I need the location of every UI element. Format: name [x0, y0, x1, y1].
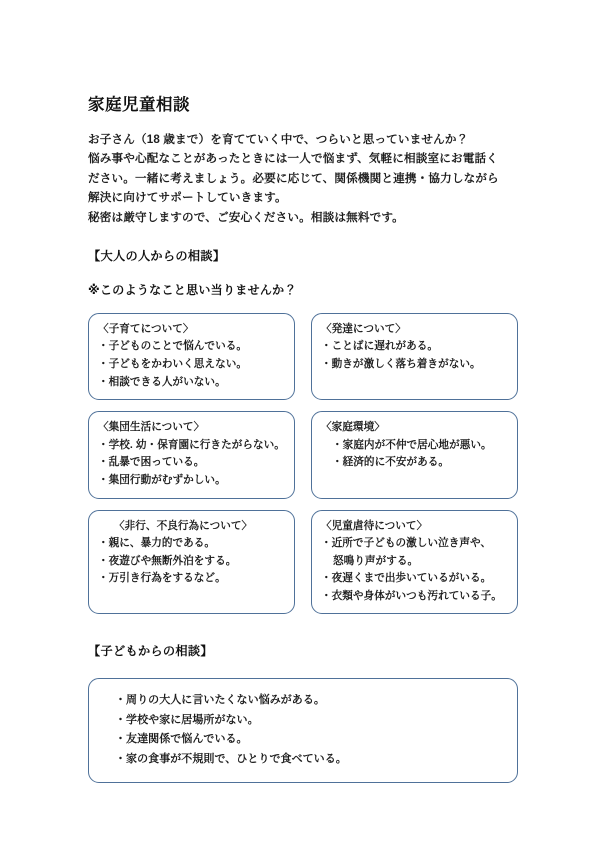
concern-box-row [88, 411, 518, 498]
concern-box-title: 〈発達について〉 [321, 322, 406, 335]
concern-box-item: ・経済的に不安がある。 [332, 456, 450, 469]
concern-box-item: ・子どものことで悩んでいる。 [98, 340, 248, 353]
concern-box-item: ・相談できる人がいない。 [98, 375, 226, 388]
concern-box-item: ・夜遅くまで出歩いているがいる。 [321, 572, 492, 585]
child-concern-item: ・学校や家に居場所がない。 [115, 713, 259, 726]
child-concern-box [88, 678, 518, 783]
concern-box-row [88, 313, 518, 400]
concern-box-childcare [88, 313, 295, 400]
intro-line: 解決に向けてサポートしていきます。 [88, 191, 287, 205]
concern-box-delinquency [88, 510, 295, 615]
child-concern-item: ・周りの大人に言いたくない悩みがある。 [115, 694, 325, 707]
concern-box-item: ・動きが激しく落ち着きがない。 [321, 357, 481, 370]
page-title: 家庭児童相談 [88, 96, 190, 114]
concern-box-home-environment [311, 411, 518, 498]
concern-box-title: 〈集団生活について〉 [98, 421, 205, 434]
concern-box-row [88, 510, 518, 615]
document-content [88, 96, 518, 783]
concern-box-grid [88, 313, 518, 615]
concern-box-item: ・親に、暴力的である。 [98, 537, 216, 550]
concern-box-title: 〈児童虐待について〉 [321, 519, 428, 532]
concern-box-item: ・ことばに遅れがある。 [321, 340, 439, 353]
concern-box-development [311, 313, 518, 400]
concern-box-item: ・家庭内が不仲で居心地が悪い。 [332, 438, 492, 451]
intro-line: 悩み事や心配なことがあったときには一人で悩まず、気軽に相談室にお電話く [88, 152, 498, 166]
intro-line: ださい。一緒に考えましょう。必要に応じて、関係機関と連携・協力しながら [88, 171, 499, 185]
concern-box-title: 〈子育てについて〉 [98, 322, 194, 335]
concern-box-child-abuse [311, 510, 518, 615]
concern-box-title: 〈非行、不良行為について〉 [114, 519, 253, 532]
concern-box-item: ・集団行動がむずかしい。 [98, 473, 226, 486]
intro-line: 秘密は厳守しますので、ご安心ください。相談は無料です。 [88, 210, 404, 224]
intro-line: お子さん（18 歳まで）を育てていく中で、つらいと思っていませんか？ [88, 132, 469, 146]
concern-box-item: ・学校. 幼・保育園に行きたがらない。 [98, 438, 285, 451]
concern-box-group-life [88, 411, 295, 498]
concern-box-item: ・万引き行為をするなど。 [98, 572, 226, 585]
concern-box-item: ・子どもをかわいく思えない。 [98, 357, 248, 370]
concern-box-item: ・夜遊びや無断外泊をする。 [98, 554, 237, 567]
child-concern-item: ・家の食事が不規則で、ひとりで食べている。 [115, 752, 347, 765]
layout-spacer [88, 625, 518, 644]
concern-box-item-continuation: 怒鳴り声がする。 [333, 554, 419, 567]
concern-box-title: 〈家庭環境〉 [321, 421, 385, 434]
concern-box-item: ・近所で子どもの激しい泣き声や、 [321, 537, 492, 550]
child-concern-item: ・友達関係で悩んでいる。 [115, 733, 248, 746]
concern-box-item: ・乱暴で困っている。 [98, 456, 205, 469]
adult-section-heading: 【大人の人からの相談】 [88, 249, 226, 264]
intro-paragraph [88, 130, 518, 228]
child-section-heading: 【子どもからの相談】 [88, 644, 213, 659]
concern-box-item: ・衣類や身体がいつも汚れている子。 [321, 589, 502, 602]
adult-section-subheading: ※このようなこと思い当りませんか？ [88, 283, 297, 298]
